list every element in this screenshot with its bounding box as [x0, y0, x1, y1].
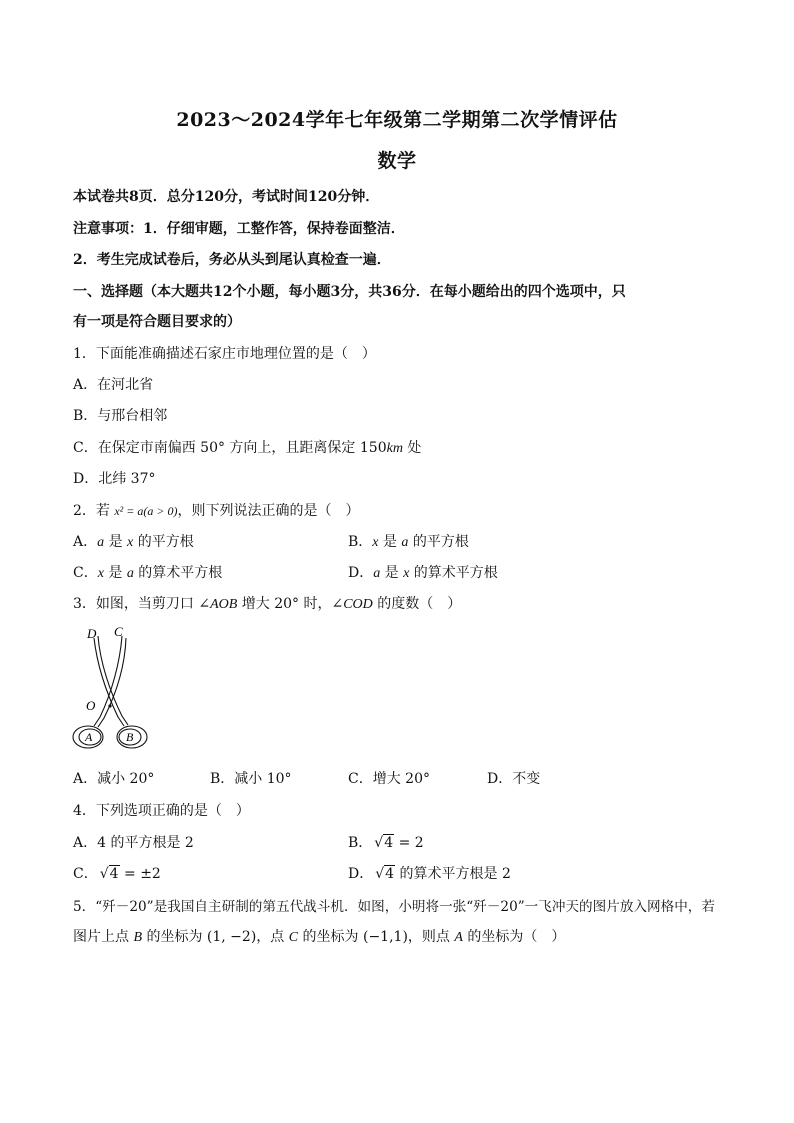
q4-c-pre: C．: [73, 866, 98, 882]
q2-b-v1: x: [372, 535, 379, 550]
q1-option-a: A．在河北省: [73, 377, 154, 393]
q5-text-g: 的坐标为（ ）: [462, 929, 566, 945]
q1-c-unit: km: [386, 441, 403, 456]
exam-subject: 数学: [377, 150, 417, 172]
q3-option-c: C．增大 20°: [348, 771, 430, 787]
section-heading-1: 一、选择题（本大题共12个小题，每小题3分，共36分．在每小题给出的四个选项中，只: [73, 284, 626, 300]
q5-text-e: 的坐标为 (−1,1)，则点: [298, 929, 455, 945]
q4-d-radicand: 4: [385, 866, 395, 882]
label-o: O: [86, 698, 96, 713]
q2-c-pre: C．: [73, 565, 98, 581]
q2-c-post: 的算术平方根: [133, 565, 223, 581]
q5-text-a: 图片上点: [73, 929, 134, 945]
q2-a-mid: 是: [104, 534, 128, 550]
label-a: A: [85, 730, 93, 744]
label-d: D: [87, 626, 97, 641]
q4-stem: 4．下列选项正确的是（ ）: [73, 803, 250, 819]
q2-b-pre: B．: [348, 534, 373, 550]
q2-d-post: 的算术平方根: [409, 565, 498, 581]
q2-c-v1: x: [97, 566, 104, 581]
q2-option-c: [73, 562, 222, 582]
q5-stem-line-1: 5．“歼－20”是我国自主研制的第五代战斗机．如图，小明将一张“歼－20”一飞冲天的图片放入网格中，若: [73, 899, 715, 915]
q2-d-mid: 是: [380, 565, 404, 581]
q4-option-b: [348, 832, 424, 852]
q2-b-mid: 是: [378, 534, 402, 550]
q3-option-a: A．减小 20°: [73, 771, 155, 787]
q2-c-v2: a: [126, 566, 134, 581]
intro-line-1: 本试卷共8页．总分120分，考试时间120分钟．: [73, 189, 380, 205]
q3-angle-cod: COD: [343, 597, 373, 612]
q5-point-c: C: [288, 930, 299, 945]
q4-option-a: A．4 的平方根是 2: [73, 835, 194, 851]
q2-c-mid: 是: [103, 565, 127, 581]
q1-option-b: B．与邢台相邻: [73, 408, 168, 424]
q2-d-v2: x: [403, 566, 410, 581]
q3-stem-mid: 增大 20° 时，∠: [237, 596, 344, 612]
q4-option-c: [73, 863, 161, 883]
q2-option-b: [348, 531, 469, 551]
q4-d-post: 的算术平方根是 2: [395, 866, 511, 882]
q4-d-pre: D．: [348, 866, 374, 882]
q2-a-v1: a: [97, 535, 105, 550]
q2-option-a: [73, 531, 194, 551]
scissors-pivot: [108, 704, 111, 707]
q3-stem: [73, 593, 461, 613]
exam-title: 2023～2024学年七年级第二学期第二次学情评估: [176, 109, 618, 131]
q2-stem: [73, 500, 359, 520]
q3-stem-suffix: 的度数（ ）: [372, 596, 462, 612]
q2-option-d: [348, 562, 498, 582]
q2-stem-suffix: ，则下列说法正确的是（ ）: [177, 503, 360, 519]
q1-c-suffix: 处: [402, 440, 422, 456]
label-c: C: [114, 624, 123, 639]
q1-stem: 1．下面能准确描述石家庄市地理位置的是（ ）: [73, 346, 376, 362]
q2-b-v2: a: [401, 535, 409, 550]
label-b: B: [126, 730, 134, 744]
q2-a-pre: A．: [73, 534, 98, 550]
section-heading-2: 有一项是符合题目要求的）: [73, 314, 241, 330]
scissors-blade-left: [94, 638, 124, 726]
q2-d-v1: a: [373, 566, 381, 581]
q2-a-post: 的平方根: [133, 534, 194, 550]
intro-line-2: 注意事项：1．仔细审题，工整作答，保持卷面整洁．: [73, 221, 405, 237]
scissors-blade-right: [94, 636, 122, 726]
q4-c-post: = ±2: [119, 866, 161, 882]
q2-stem-prefix: 2．若: [73, 503, 115, 519]
q4-b-pre: B．: [348, 835, 373, 851]
q3-angle-aob: AOB: [210, 597, 238, 612]
q4-c-radicand: 4: [109, 866, 119, 882]
scissors-figure: [70, 622, 150, 757]
q3-option-b: B．减小 10°: [210, 771, 292, 787]
q3-option-d: D．不变: [487, 771, 541, 787]
q3-stem-prefix: 3．如图，当剪刀口 ∠: [73, 596, 211, 612]
sqrt-symbol: √4: [99, 866, 119, 882]
scissors-blade-right-edge: [98, 638, 126, 727]
q5-text-c: 的坐标为 (1, −2)，点: [142, 929, 289, 945]
q5-stem-line-2: [73, 926, 565, 946]
sqrt-symbol: √4: [374, 835, 394, 851]
q1-c-text: C．在保定市南偏西 50° 方向上，且距离保定 150: [73, 440, 387, 456]
q2-a-v2: x: [127, 535, 134, 550]
q4-b-radicand: 4: [384, 835, 394, 851]
sqrt-symbol: √4: [375, 866, 395, 882]
q1-option-d: D．北纬 37°: [73, 471, 156, 487]
q5-point-a: A: [454, 930, 463, 945]
q5-point-b: B: [133, 930, 143, 945]
q2-b-post: 的平方根: [408, 534, 469, 550]
q2-d-pre: D．: [348, 565, 374, 581]
q4-b-post: = 2: [394, 835, 424, 851]
q1-option-c: [73, 437, 421, 457]
intro-line-3: 2．考生完成试卷后，务必从头到尾认真检查一遍．: [73, 252, 391, 268]
q2-stem-expr: x² = a(a > 0): [114, 504, 178, 518]
q4-option-d: [348, 863, 511, 883]
